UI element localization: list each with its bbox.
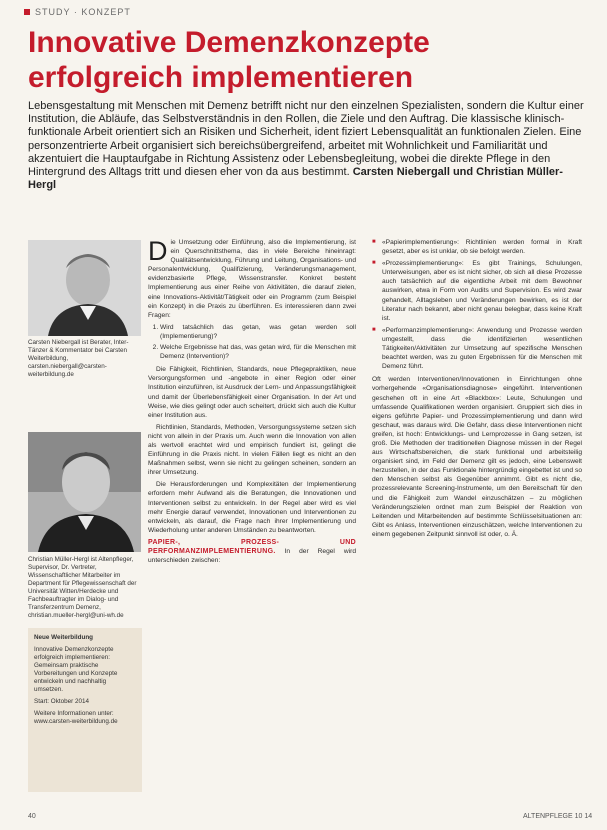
paragraph: Die Herausforderungen und Komplexitäten der Implementierung erfordern mehr Aufwand als die Beratungen, die Innovationen und Interventionen selbst zu entwickeln. In der Regel aber wird es viel mehr Energie darauf verwendet, Innovationen und Interventionen zu entwickeln, als darauf, die Frage nach ihrer Implementierung und Wiederholung unter anderen Umständen zu beantworten. [148, 481, 356, 534]
paragraph: Oft werden Interventionen/Innovationen in Einrichtungen ohne vorhergehende «Organisationsdiagnose» eingeführt. Interventionen geschehen oft in eine Art «Blackbox»: Leute, Schulungen und umfassende Qualifikationen werden organisiert. Gruppiert sich dies in eigens geführte Papier- und Prozessimplementierung und dann wird geschaut, was daraus wird. Die Gefahr, dass diese Interventionen nicht greifen, ist hoch: Entwicklungs- und Lernprozesse in Gang setzen, ist groß. Die Methoden der traditionellen Diagnose müssen in der Regel aus Wirtschaftsbereichen, die stark funktional und arbeitsteilig organisiert sind, im Feld der Demenz gilt es jedoch, eine Lebenswelt herzustellen, in der das Funktionale hintergründig eingebettet ist und so den Menschen selbst als Gegenüber annimmt. Gibt es nicht die, prozessrelevante Screening-Instrumente, um den Bereitschaft für den und die Fähigkeit zum Wandel einzuschätzen – zu möglichen Veränderungszielen ordnet man zum Beispiel der Reaktion von Leitenden und Mitarbeitenden auf bestimmte Schlüsselsituationen an: Gibt es Anlass, Interventionen einzuschätzen, welche Interventionen zu einem gegebenen Zeitpunkt sinnvoll ist oder, o. Ä. [372, 376, 582, 538]
list-item: 2. Welche Ergebnisse hat das, was getan wird, für die Menschen mit Demenz (Intervention)? [160, 343, 356, 361]
drop-cap: D [148, 236, 168, 266]
info-box [28, 628, 142, 792]
paragraph [148, 538, 356, 565]
issue-label: ALTENPFLEGE 10 14 [523, 813, 593, 820]
portrait-image [28, 432, 141, 552]
implementation-types-list [372, 238, 582, 371]
list-item: 1. Wird tatsächlich das getan, was getan werden soll (Implementierung)? [160, 323, 356, 341]
lead-text: Lebensgestaltung mit Menschen mit Demenz betrifft nicht nur den einzelnen Spezialisten, sondern die Kultur einer Institution, die Abläufe, das Selbstverständnis in den Rollen, die Ziele und den Auftrag. Die klassische klinisch-funktionale Arbeit orientiert sich an Risiken und Sicherheit, ident fiziert Lebensqualität an funktionalen Zielen. Eine personzentrierte Arbeit organisiert sich bereichsübergreifend, arbeitet mit Wohnlichkeit und Familiarität und akzentuiert die Hauptaufgabe in Richtung Assistenz oder Lebensbegleitung, wobei die direkte Pflege in den Hintergrund des Alltags tritt und diesen eher von da aus bestimmt. [28, 100, 584, 179]
section-label-text: STUDY · KONZEPT [35, 7, 131, 17]
question-list [148, 323, 356, 361]
list-item: ■ «Performanzimplementierung»: Anwendung und Prozesse werden umgestellt, dass die identifizierten wesentlichen Tätigkeiten/Aktivitäten zur Umsetzung auf spezifische Menschen beachtet werden, was zu guten Ergebnissen für die Menschen mit Demenz führt. [382, 326, 582, 371]
lead-paragraph [28, 100, 590, 192]
page-number: 40 [28, 813, 36, 820]
info-box-body: Innovative Demenzkonzepte erfolgreich implementieren: Gemeinsam praktische Vorbereitungen und Konzepte entwickeln und nachhaltig umsetzen. [34, 646, 118, 693]
section-label [24, 7, 131, 17]
article-column-right [372, 238, 582, 542]
info-box-link[interactable]: Weitere Informationen unter: www.carsten-weiterbildung.de [34, 710, 118, 725]
section-marker [24, 9, 30, 15]
list-item: ■ «Prozessimplementierung»: Es gibt Trainings, Schulungen, Unterweisungen, aber es ist nicht sicher, ob sich all diese Prozesse auch tatsächlich auf die eigentliche Arbeit mit dem Bewohner auswirken, etwa in Form von Audits und Supervision. Es wird zwar gehandelt, Alltagsleben und Veränderungen bewirken, es ist der Literatur nach bekannt, aber nicht genau belegbar, dass keine Kraft ist. [382, 259, 582, 323]
paragraph: Die Fähigkeit, Richtlinien, Standards, neue Pflegepraktiken, neue Versorgungsformen und -angebote in einer Region oder einer Institution einzuführen, ist Ausdruck der Lern- und Anpassungsfähigkeit und damit der Überlebensfähigkeit einer Organisation. In der Art und Weise, wie dies gelingt oder auch scheitert, drückt sich auch die Kultur einer Institution aus. [148, 366, 356, 419]
paragraph-text: In der Regel wird unterschieden zwischen: [148, 548, 356, 565]
photo-caption-1: Carsten Niebergall ist Berater, Inter-Tänzer & Kommentator bei Carsten Weiterbildung, carsten.niebergall@carsten-weiterbildung.de [28, 339, 129, 378]
subheading: PAPIER-, PROZESS- UND PERFORMANZIMPLEMENTIERUNG. [148, 538, 356, 555]
article-column-middle [148, 238, 356, 568]
author-photo-niebergall [28, 240, 141, 336]
article-title: Innovative Demenzkonzepte erfolgreich implementieren [28, 26, 430, 94]
portrait-image [28, 240, 141, 336]
paragraph [148, 238, 356, 320]
list-item: ■ «Papierimplementierung»: Richtlinien werden formal in Kraft gesetzt, aber es ist unklar, ob sie befolgt werden. [382, 238, 582, 256]
author-photo-mueller-hergl [28, 432, 141, 552]
info-box-start: Start: Oktober 2014 [34, 698, 89, 705]
paragraph-text: ie Umsetzung oder Einführung, also die Implementierung, ist ein Querschnittsthema, das in viele Bereiche hineinragt: Qualitätsentwicklung, Führung und Leitung, Organisations- und Personalentwicklung, Qualifizierung, Veränderungsmanagement, evidenzbasierte Pflege, Wissenstransfer. Konkret besteht Implementierung aus einer Reihe von Aktivitäten, die darauf zielen, eine Innovations-Aktivität/Tätigkeit oder ein Programm (zum Beispiel ein Konzept) in die Praxis zu überführen. Es interessieren dann zwei Fragen: [148, 239, 356, 319]
info-box-heading: Neue Weiterbildung [34, 634, 94, 641]
photo-caption-2: Christian Müller-Hergl ist Altenpfleger, Supervisor, Dr. Vertreter, Wissenschaftlicher Mitarbeiter im Department für Pflegewissenschaft der Universität Witten/Herdecke und Fachbeauftragter im Dialog- und Transferzentrum Demenz, christian.mueller-hergl@uni-wh.de [28, 556, 137, 619]
paragraph: Richtlinien, Standards, Methoden, Versorgungssysteme setzen sich nicht von allein in der Praxis um. Auch wenn die Innovation von allen als wertvoll erachtet wird und empirisch fundiert ist, gelingt die Einführung in die Praxis nicht. In vielen Fällen liegt es nicht an den Maßnahmen selbst, wenn sie nicht zu gelingen scheinen, sondern an ihrer Umsetzung. [148, 423, 356, 477]
lead-authors: Carsten Niebergall und Christian Müller-Hergl [28, 166, 563, 192]
